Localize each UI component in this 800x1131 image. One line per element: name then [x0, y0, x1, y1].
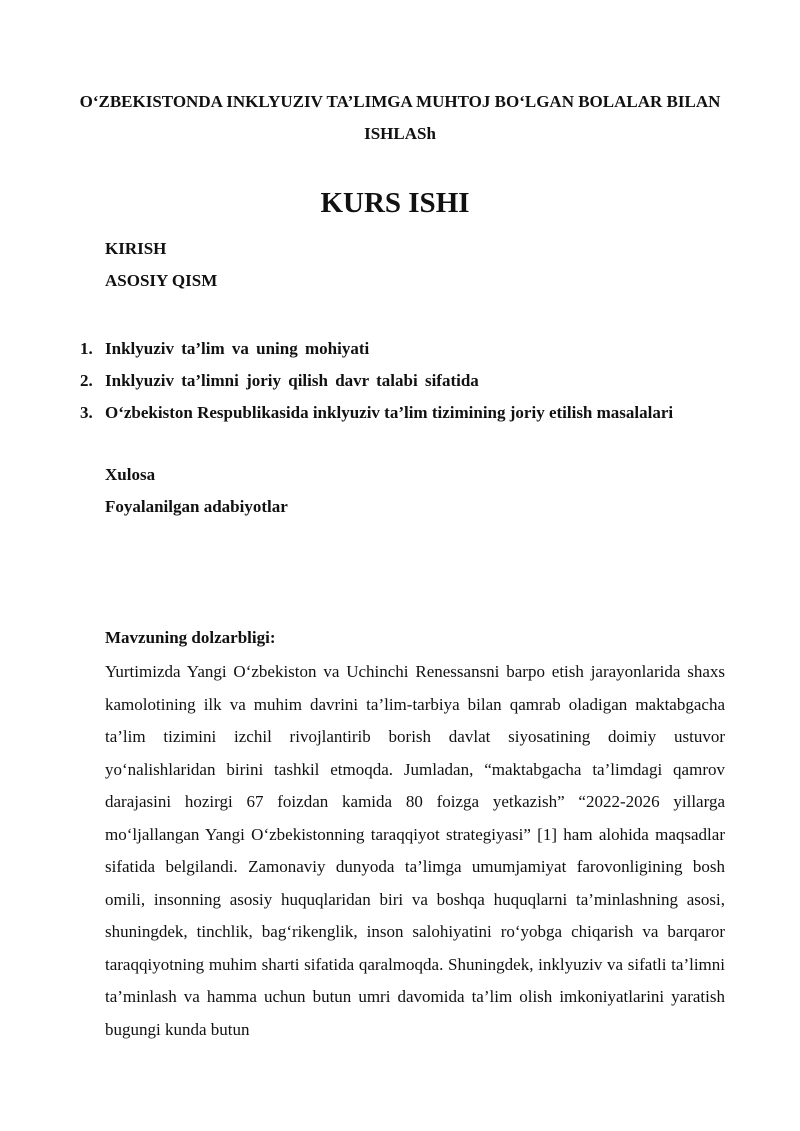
toc-item: [0, 365, 725, 397]
document-type-heading: KURS ISHI: [320, 187, 470, 219]
toc-item-number: 1.: [80, 339, 93, 358]
toc-list: [0, 333, 800, 429]
toc-references: Foyalanilgan adabiyotlar: [105, 497, 288, 516]
relevance-heading: Mavzuning dolzarbligi:: [105, 628, 276, 647]
document-title: O‘ZBEKISTONDA INKLYUZIV TA’LIMGA MUHTOJ BO‘LGAN BOLALAR BILAN ISHLASh: [79, 92, 721, 143]
toc-item: [0, 333, 725, 365]
toc-item-text: O‘zbekiston Respublikasida inklyuziv ta’lim tizimining joriy etilish masalalari: [105, 403, 674, 422]
toc-item-text: Inklyuziv ta’limni joriy qilish davr talabi sifatida: [105, 371, 479, 390]
toc-item-number: 2.: [80, 371, 93, 390]
toc-item-text: Inklyuziv ta’lim va uning mohiyati: [105, 339, 370, 358]
relevance-paragraph: Yurtimizda Yangi O‘zbekiston va Uchinchi Renessansni barpo etish jarayonlarida shaxs kamolotining ilk va muhim davrini ta’lim-tarbiya bilan qamrab oladigan maktabgacha ta’lim tizimini izchil rivojlantirib borish davlat siyosatining doimiy ustuvor yo‘nalishlaridan birini tashkil etmoqda. Jumladan, “maktabgacha ta’limdagi qamrov darajasini hozirgi 67 foizdan kamida 80 foizga yetkazish” “2022-2026 yillarga mo‘ljallangan Yangi O‘zbekistonning taraqqiyot strategiyasi” [1] ham alohida maqsadlar sifatida belgilandi. Zamonaviy dunyoda ta’limga umumjamiyat farovonligining bosh omili, insonning asosiy huquqlaridan biri va boshqa huquqlarni ta’minlashning asosi, shuningdek, tinchlik, bag‘rikenglik, inson salohiyatini ro‘yobga chiqarish va barqaror taraqqiyotning muhim sharti sifatida qaralmoqda. Shuningdek, inklyuziv va sifatli ta’limni ta’minlash va hamma uchun butun umri davomida ta’lim olish imkoniyatlarini yaratish bugungi kunda butun: [105, 662, 725, 1039]
toc-intro: KIRISH: [105, 239, 167, 258]
toc-item: [0, 397, 725, 429]
toc-item-number: 3.: [80, 403, 93, 422]
toc-main-part: ASOSIY QISM: [105, 271, 218, 290]
toc-conclusion: Xulosa: [105, 465, 156, 484]
